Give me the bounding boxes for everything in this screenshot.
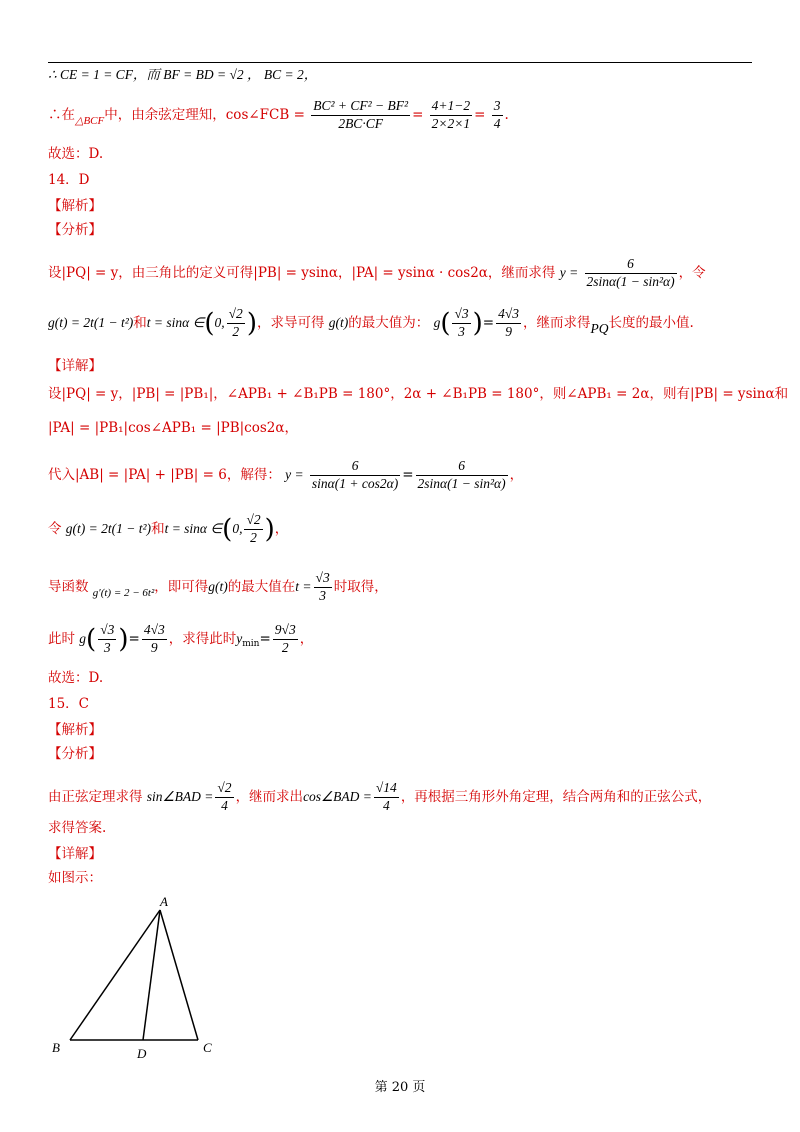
fraction	[310, 458, 400, 493]
detail-text: 的最大值在	[227, 578, 296, 595]
fraction	[273, 622, 298, 657]
numerator: 6	[585, 256, 677, 274]
detail-line-3	[48, 458, 523, 493]
sin-bad: sin∠BAD =	[146, 788, 214, 804]
punct: ，	[299, 630, 314, 647]
y-label: y =	[285, 466, 304, 482]
denominator: 3	[103, 639, 111, 655]
question-14-answer: 14．D	[48, 172, 90, 188]
denominator: 2	[281, 639, 289, 655]
conj: 和	[151, 520, 165, 537]
analysis-text: 由正弦定理求得	[48, 788, 143, 805]
cos-bad: cos∠BAD =	[303, 788, 372, 804]
detail-text: ，即可得	[154, 578, 209, 595]
vertex-a-label: A	[160, 894, 168, 909]
detail-text: 代入|AB| = |PA| + |PB| = 6，解得：	[48, 466, 281, 483]
numerator: 9√3	[273, 622, 298, 640]
fraction	[98, 622, 116, 657]
detail-text: 此时	[48, 630, 75, 647]
detail-text: 设|PQ| = y，|PB| = |PB₁|，∠APB₁ + ∠B₁PB = 180°，2α + ∠B₁PB = 180°，则∠APB₁ = 2α，则有|PB| = ysinα和	[48, 386, 789, 402]
vertex-d-label: D	[137, 1046, 147, 1061]
detail-text: 时取得，	[333, 578, 388, 595]
numerator: 6	[310, 458, 400, 476]
y-label: y	[236, 630, 243, 646]
denominator: 4	[221, 797, 228, 813]
answer-line: 故选：D.	[48, 146, 104, 162]
t-def: t = sinα ∈	[164, 520, 223, 536]
text-line-2: ∴在$_{\triangle BCF}$中，由余弦定理知，cos∠FCB = $\frac{\text{BC² + CF² − BF²}}{2BC\cdot CF}$ = $\frac{4+1-2}{2\times 2\times 1}$ = $\frac{3}{4}$ .	[48, 98, 509, 131]
detail-line-5	[48, 570, 388, 605]
header-rule	[48, 62, 752, 63]
interval-start: 0,	[232, 520, 243, 536]
detail-line-1	[48, 388, 788, 402]
fraction	[142, 622, 167, 657]
numerator: 4√3	[142, 622, 167, 640]
g-label: g	[433, 314, 441, 330]
min-subscript: min	[242, 638, 260, 649]
numerator: √3	[452, 306, 470, 324]
analysis-15-line-1	[48, 780, 711, 815]
analysis-mid: ，求导可得	[256, 314, 325, 331]
section-fenxi: 【分析】	[48, 222, 102, 238]
detail-line-4: 令 g(t) = 2t(1 − t²)和t = sinα ∈(0, $\frac{√2}{2}$ )，	[48, 512, 289, 545]
t-label: t =	[295, 578, 312, 594]
fraction	[492, 98, 503, 133]
denominator: 2sinα(1 − sin²α)	[586, 273, 675, 289]
equals: =	[128, 630, 140, 647]
detail-text: 令	[48, 520, 62, 537]
numerator: √2	[215, 780, 233, 798]
g-function: g(t) = 2t(1 − t²)	[65, 520, 152, 536]
triangle-figure	[40, 880, 240, 1070]
detail-text: ，求得此时	[168, 630, 237, 647]
analysis-tail: ，继而求得	[523, 314, 591, 331]
side-ab	[70, 910, 160, 1040]
fraction	[416, 458, 508, 493]
g-prime: g′(t) = 2 − 6t²	[92, 586, 155, 599]
denominator: 2	[232, 323, 240, 339]
numerator: BC² + CF² − BF²	[311, 98, 410, 116]
fraction	[227, 306, 245, 341]
fraction	[585, 256, 677, 291]
denominator: 9	[150, 639, 158, 655]
denominator: 9	[505, 323, 512, 339]
fraction	[374, 780, 399, 815]
vertex-b-label: B	[52, 1040, 60, 1055]
denominator: 4	[493, 115, 501, 131]
denominator: 2×2×1	[431, 115, 471, 131]
detail-line-2	[48, 422, 298, 436]
fraction	[452, 306, 470, 341]
punct: ，	[274, 520, 289, 537]
numerator: √3	[98, 622, 116, 640]
denominator: 3	[458, 323, 465, 339]
analysis-line-2: g(t) = 2t(1 − t²)和t = sinα ∈(0, $\frac{√2}{2}$ )，求导可得 g(t)的最大值为： g( $\frac{√3}{3}$ )= $\frac{4√3}{9}$ ，继而求得PQ长度的最小值.	[48, 306, 694, 339]
g-label: g	[79, 630, 87, 646]
section-jiexi: 【解析】	[48, 198, 102, 214]
g-of-t: g(t)	[208, 578, 228, 594]
g-function: g(t) = 2t(1 − t²)	[48, 314, 134, 330]
equals: =	[482, 314, 495, 331]
analysis-text: 求得答案.	[48, 820, 107, 836]
section-fenxi: 【分析】	[48, 746, 102, 762]
figure-intro: 如图示：	[48, 870, 102, 886]
numerator: √14	[374, 780, 399, 798]
numerator: 3	[492, 98, 503, 116]
question-15-answer: 15．C	[48, 696, 90, 712]
fraction	[430, 98, 472, 133]
triangle-label: △BCF	[75, 114, 105, 127]
denominator: 2BC·CF	[338, 115, 383, 131]
equals: =	[402, 466, 414, 483]
numerator: 4+1−2	[430, 98, 472, 116]
detail-line-6: 此时 g( $\frac{√3}{3}$ )= $\frac{4√3}{9}$ ，求得此时$y_{min}=$ $\frac{9√3}{2}$ ，	[48, 622, 314, 655]
t-def: t = sinα ∈	[146, 314, 205, 330]
g-of-t: g(t)	[328, 314, 349, 330]
numerator: 4√3	[496, 306, 521, 324]
denominator: 2sinα(1 − sin²α)	[417, 475, 506, 491]
conj: 和	[133, 314, 147, 331]
fraction	[215, 780, 233, 815]
analysis-text: 设|PQ| = y，由三角比的定义可得|PB| = ysinα，|PA| = ysinα · cos2α，继而求得	[48, 264, 556, 281]
denominator: sinα(1 + cos2α)	[311, 475, 399, 491]
pq-label: PQ	[590, 320, 609, 336]
analysis-tail: ，令	[678, 264, 706, 281]
numerator: √2	[244, 512, 262, 530]
denominator: 3	[319, 587, 326, 603]
analysis-line-1	[48, 256, 706, 291]
vertex-c-label: C	[203, 1040, 212, 1055]
text-cosine-law: 中，由余弦定理知，cos∠FCB =	[104, 106, 305, 123]
page-number: 第 20 页	[374, 1080, 426, 1095]
text-prefix: ∴在	[48, 106, 75, 123]
fraction	[314, 570, 332, 605]
answer-line: 故选：D.	[48, 670, 104, 686]
section-xiangjie: 【详解】	[48, 358, 102, 374]
analysis-end: 长度的最小值.	[608, 314, 694, 331]
analysis-max: 的最大值为：	[348, 314, 430, 331]
segment-ad	[143, 910, 160, 1040]
text-line-1	[48, 68, 317, 83]
analysis-text: ，再根据三角形外角定理，结合两角和的正弦公式，	[400, 788, 712, 805]
punct: ，	[509, 466, 524, 483]
y-label: y =	[559, 264, 579, 280]
analysis-text: ，继而求出	[235, 788, 304, 805]
detail-text: 导函数	[48, 578, 89, 595]
side-ac	[160, 910, 198, 1040]
fraction	[244, 512, 262, 547]
detail-text: |PA| = |PB₁|cos∠APB₁ = |PB|cos2α，	[48, 420, 299, 436]
text-ce-cf: ∴ CE = 1 = CF，而 BF = BD = √2 ， BC = 2，	[48, 67, 318, 82]
denominator: 4	[382, 797, 390, 813]
equals: =	[259, 630, 271, 647]
denominator: 2	[250, 529, 257, 545]
fraction	[311, 98, 410, 133]
numerator: √3	[314, 570, 332, 588]
section-jiexi: 【解析】	[48, 722, 102, 738]
numerator: √2	[227, 306, 245, 324]
fraction	[496, 306, 521, 341]
numerator: 6	[416, 458, 508, 476]
interval-start: 0,	[214, 314, 225, 330]
section-xiangjie: 【详解】	[48, 846, 102, 862]
